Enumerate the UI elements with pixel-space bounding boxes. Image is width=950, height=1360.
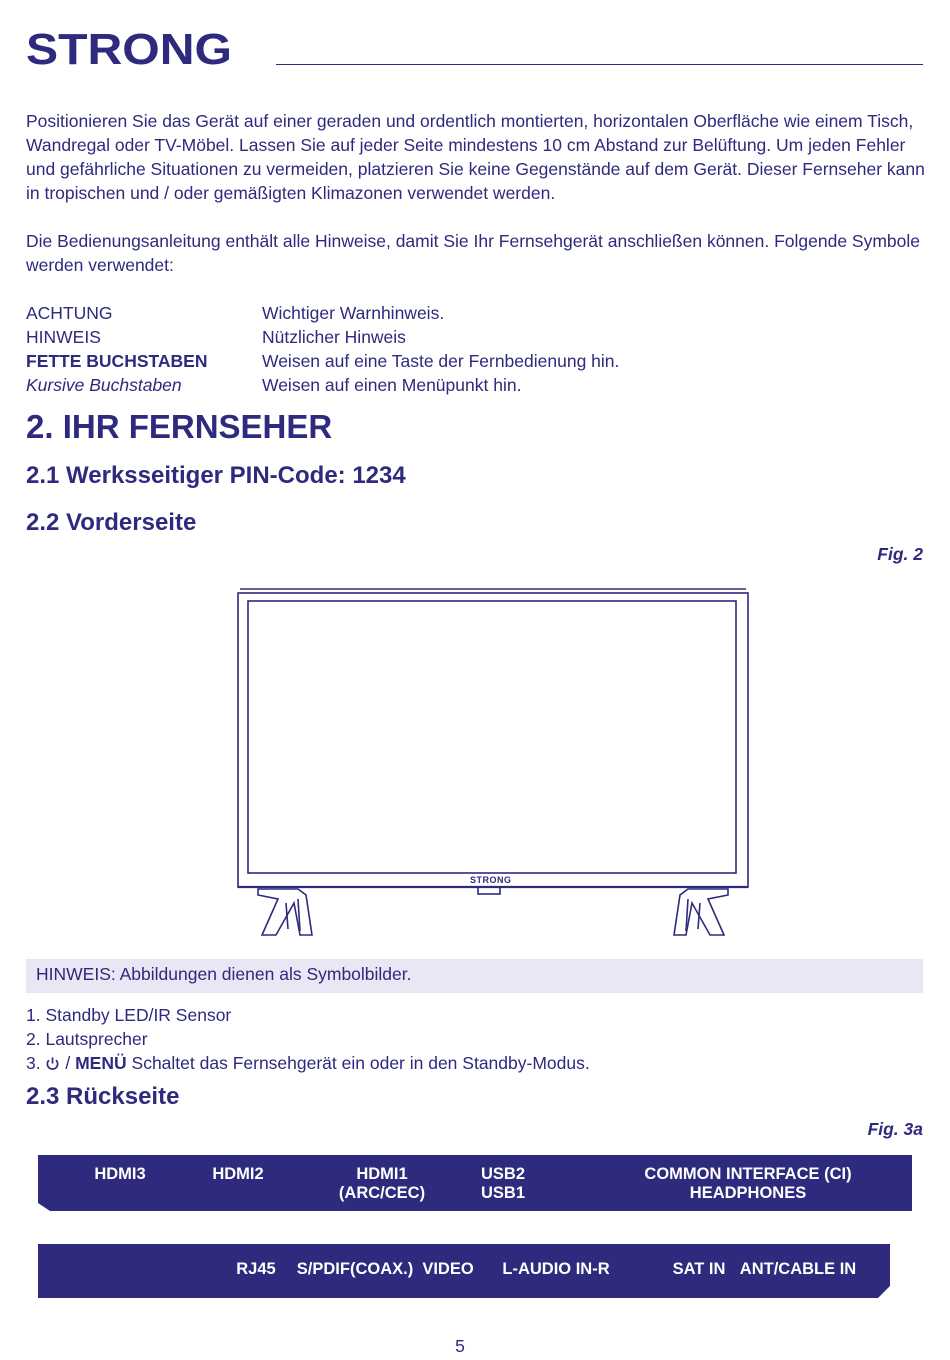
note-text: HINWEIS: Abbildungen dienen als Symbolbilder. <box>36 964 412 984</box>
list-item <box>26 1051 590 1075</box>
port-headphones: HEADPHONES <box>689 1184 807 1202</box>
list-item: 1. Standby LED/IR Sensor <box>26 1005 232 1025</box>
port-hdmi1: HDMI1 <box>356 1165 408 1183</box>
strong-logo <box>26 26 232 70</box>
rear-panel-top <box>38 1155 912 1211</box>
port-ant-cable-in: ANT/CABLE IN <box>739 1260 857 1278</box>
port-hdmi1-sub: (ARC/CEC) <box>338 1184 426 1202</box>
list-item-text: Schaltet das Fernsehgerät ein oder in den Standby-Modus. <box>131 1053 590 1073</box>
port-hdmi3: HDMI3 <box>94 1165 146 1183</box>
figure-label-2: Fig. 2 <box>877 544 923 564</box>
symbol-desc: Wichtiger Warnhinweis. <box>262 303 445 323</box>
symbol-key: FETTE BUCHSTABEN <box>26 351 208 371</box>
port-common-interface: COMMON INTERFACE (CI) <box>644 1165 852 1183</box>
symbol-desc: Nützlicher Hinweis <box>262 327 406 347</box>
page-number: 5 <box>455 1336 465 1356</box>
port-video: VIDEO <box>422 1260 474 1278</box>
symbol-legend <box>26 301 619 397</box>
symbol-key: HINWEIS <box>26 327 101 347</box>
list-separator: / <box>65 1053 71 1073</box>
figure-label-3a: Fig. 3a <box>867 1119 923 1139</box>
intro-paragraph-2: Die Bedienungsanleitung enthält alle Hinweise, damit Sie Ihr Fernsehgerät anschließen können. Folgende Symbole werden verwendet: <box>26 231 921 275</box>
port-sat-in: SAT IN <box>672 1260 726 1278</box>
note-box <box>26 959 923 993</box>
symbol-row <box>26 301 619 325</box>
port-audio: L-AUDIO IN-R <box>502 1260 610 1278</box>
tv-brand-label: STRONG <box>470 875 512 885</box>
tv-front-illustration <box>228 583 758 943</box>
port-usb1: USB1 <box>480 1184 525 1202</box>
subsection-rear: 2.3 Rückseite <box>26 1083 180 1110</box>
symbol-row <box>26 349 619 373</box>
section-title: 2. IHR FERNSEHER <box>26 408 333 445</box>
subsection-pin-code: 2.1 Werksseitiger PIN-Code: 1234 <box>26 462 406 489</box>
list-item: 2. Lautsprecher <box>26 1029 148 1049</box>
front-parts-list <box>26 1003 590 1075</box>
power-icon <box>45 1053 60 1068</box>
rear-panel-bottom <box>38 1244 890 1298</box>
port-rj45: RJ45 <box>236 1260 276 1278</box>
symbol-desc: Weisen auf einen Menüpunkt hin. <box>262 375 522 395</box>
symbol-row <box>26 325 619 349</box>
symbol-row <box>26 373 619 397</box>
header-rule <box>276 64 923 65</box>
port-hdmi2: HDMI2 <box>212 1165 264 1183</box>
symbol-key: ACHTUNG <box>26 303 113 323</box>
port-spdif: S/PDIF(COAX.) <box>296 1260 414 1278</box>
intro-paragraph-1: Positionieren Sie das Gerät auf einer geraden und ordentlich montierten, horizontalen Oberfläche wie einem Tisch, Wandregal oder TV-Möbel. Lassen Sie auf jeder Seite mindestens 10 cm Abstand zur Belüftung. Um jeden Fehler und gefährliche Situationen zu vermeiden, platzieren Sie keine Gegenstände auf dem Gerät. Dieser Fernseher kann in tropischen und / oder gemäßigten Klimazonen verwendet werden. <box>26 111 925 203</box>
symbol-desc: Weisen auf eine Taste der Fernbedienung hin. <box>262 351 620 371</box>
list-item-number: 3. <box>26 1053 41 1073</box>
symbol-key: Kursive Buchstaben <box>26 375 182 395</box>
menu-key-label: MENÜ <box>75 1053 127 1073</box>
subsection-front: 2.2 Vorderseite <box>26 509 197 536</box>
svg-text:STRONG: STRONG <box>26 26 232 70</box>
port-usb2: USB2 <box>480 1165 525 1183</box>
